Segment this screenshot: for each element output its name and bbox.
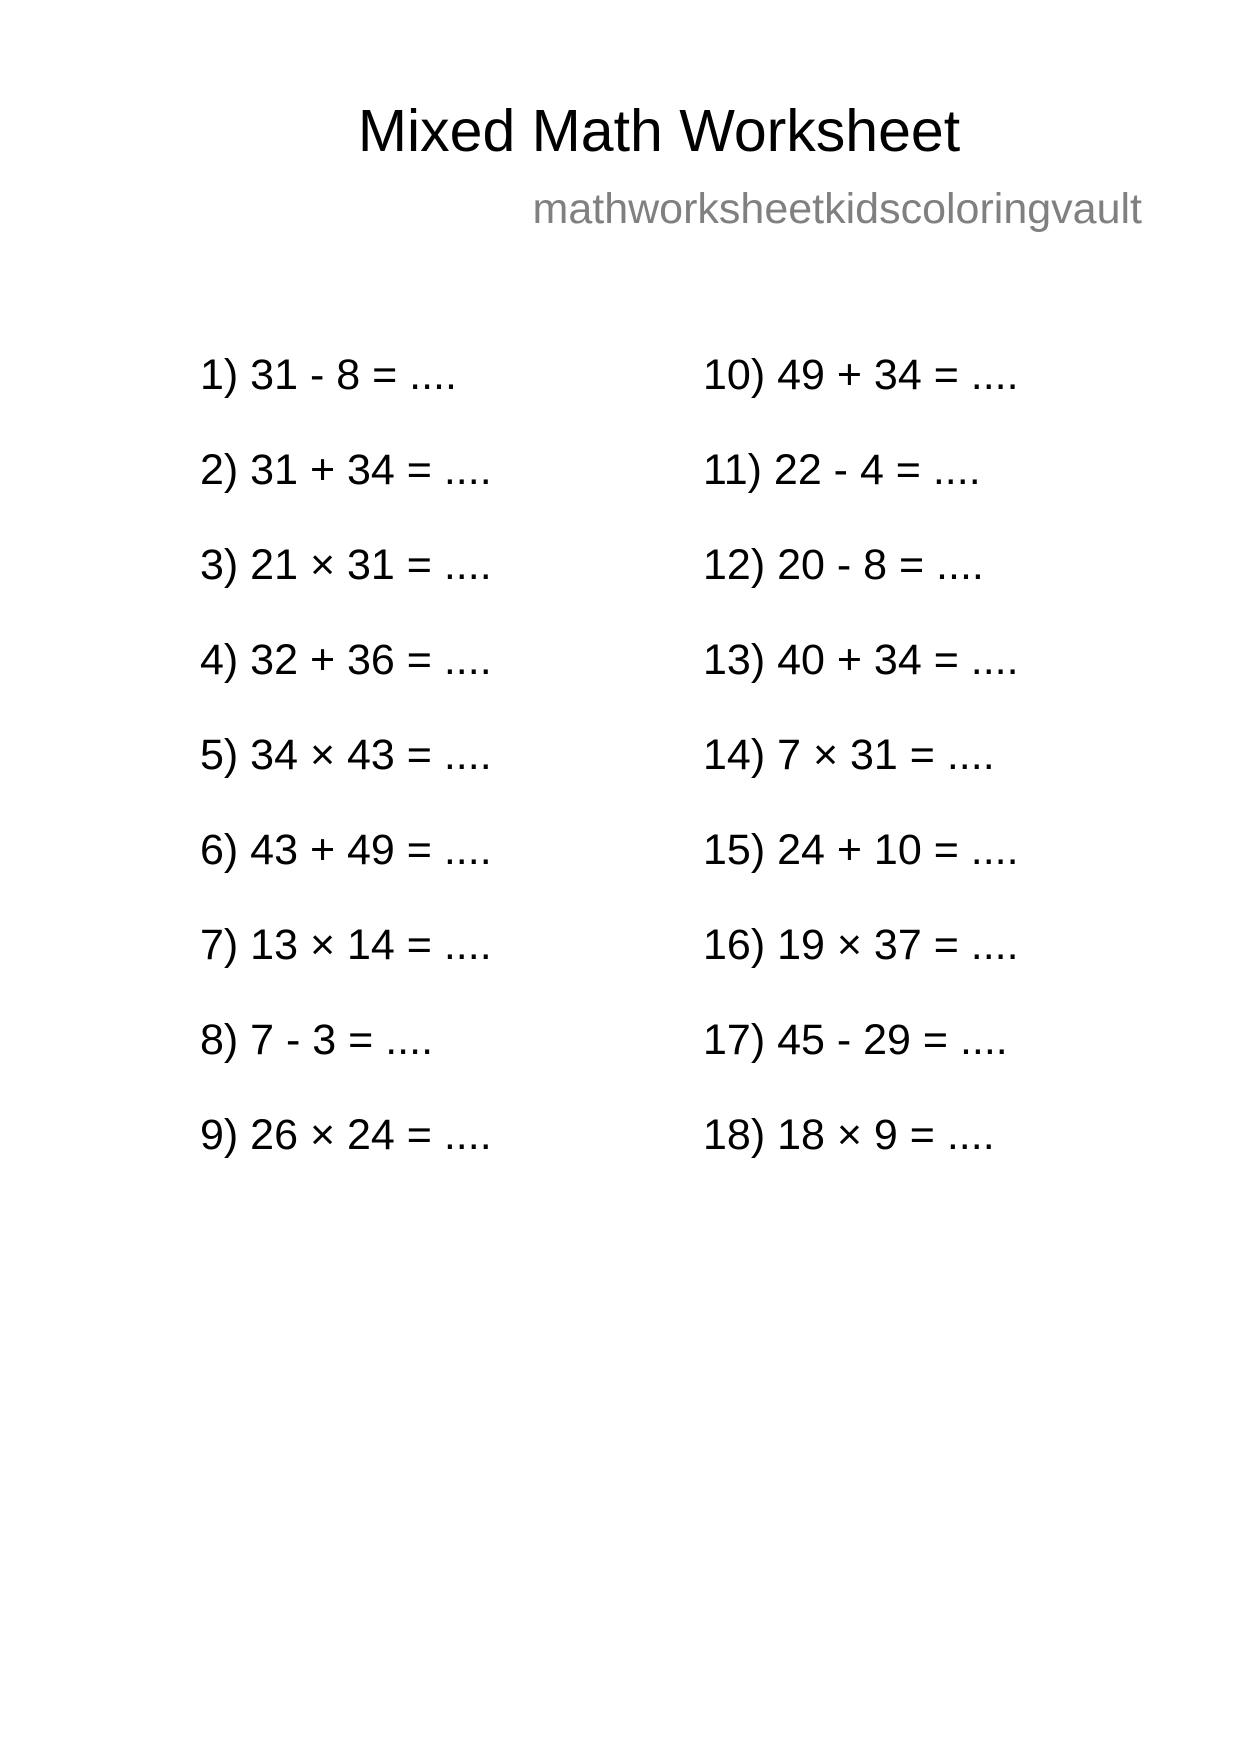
problem-5: 5) 34 × 43 = .... (200, 731, 492, 779)
problem-9: 9) 26 × 24 = .... (200, 1111, 492, 1159)
problem-17: 17) 45 - 29 = .... (703, 1016, 1008, 1064)
problem-15: 15) 24 + 10 = .... (703, 826, 1019, 874)
problem-11: 11) 22 - 4 = .... (703, 446, 981, 494)
problem-7: 7) 13 × 14 = .... (200, 921, 492, 969)
problem-8: 8) 7 - 3 = .... (200, 1016, 434, 1064)
problem-1: 1) 31 - 8 = .... (200, 351, 457, 399)
problem-4: 4) 32 + 36 = .... (200, 636, 492, 684)
problem-10: 10) 49 + 34 = .... (703, 351, 1019, 399)
problem-13: 13) 40 + 34 = .... (703, 636, 1019, 684)
problem-3: 3) 21 × 31 = .... (200, 541, 492, 589)
problem-column-left (200, 350, 492, 1205)
problem-column-right (703, 350, 1019, 1205)
problem-14: 14) 7 × 31 = .... (703, 731, 995, 779)
problem-16: 16) 19 × 37 = .... (703, 921, 1019, 969)
worksheet-source: mathworksheetkidscoloringvault (532, 185, 1142, 233)
problem-18: 18) 18 × 9 = .... (703, 1111, 995, 1159)
problem-12: 12) 20 - 8 = .... (703, 541, 984, 589)
worksheet-title: Mixed Math Worksheet (357, 98, 961, 164)
problem-2: 2) 31 + 34 = .... (200, 446, 492, 494)
problem-6: 6) 43 + 49 = .... (200, 826, 492, 874)
